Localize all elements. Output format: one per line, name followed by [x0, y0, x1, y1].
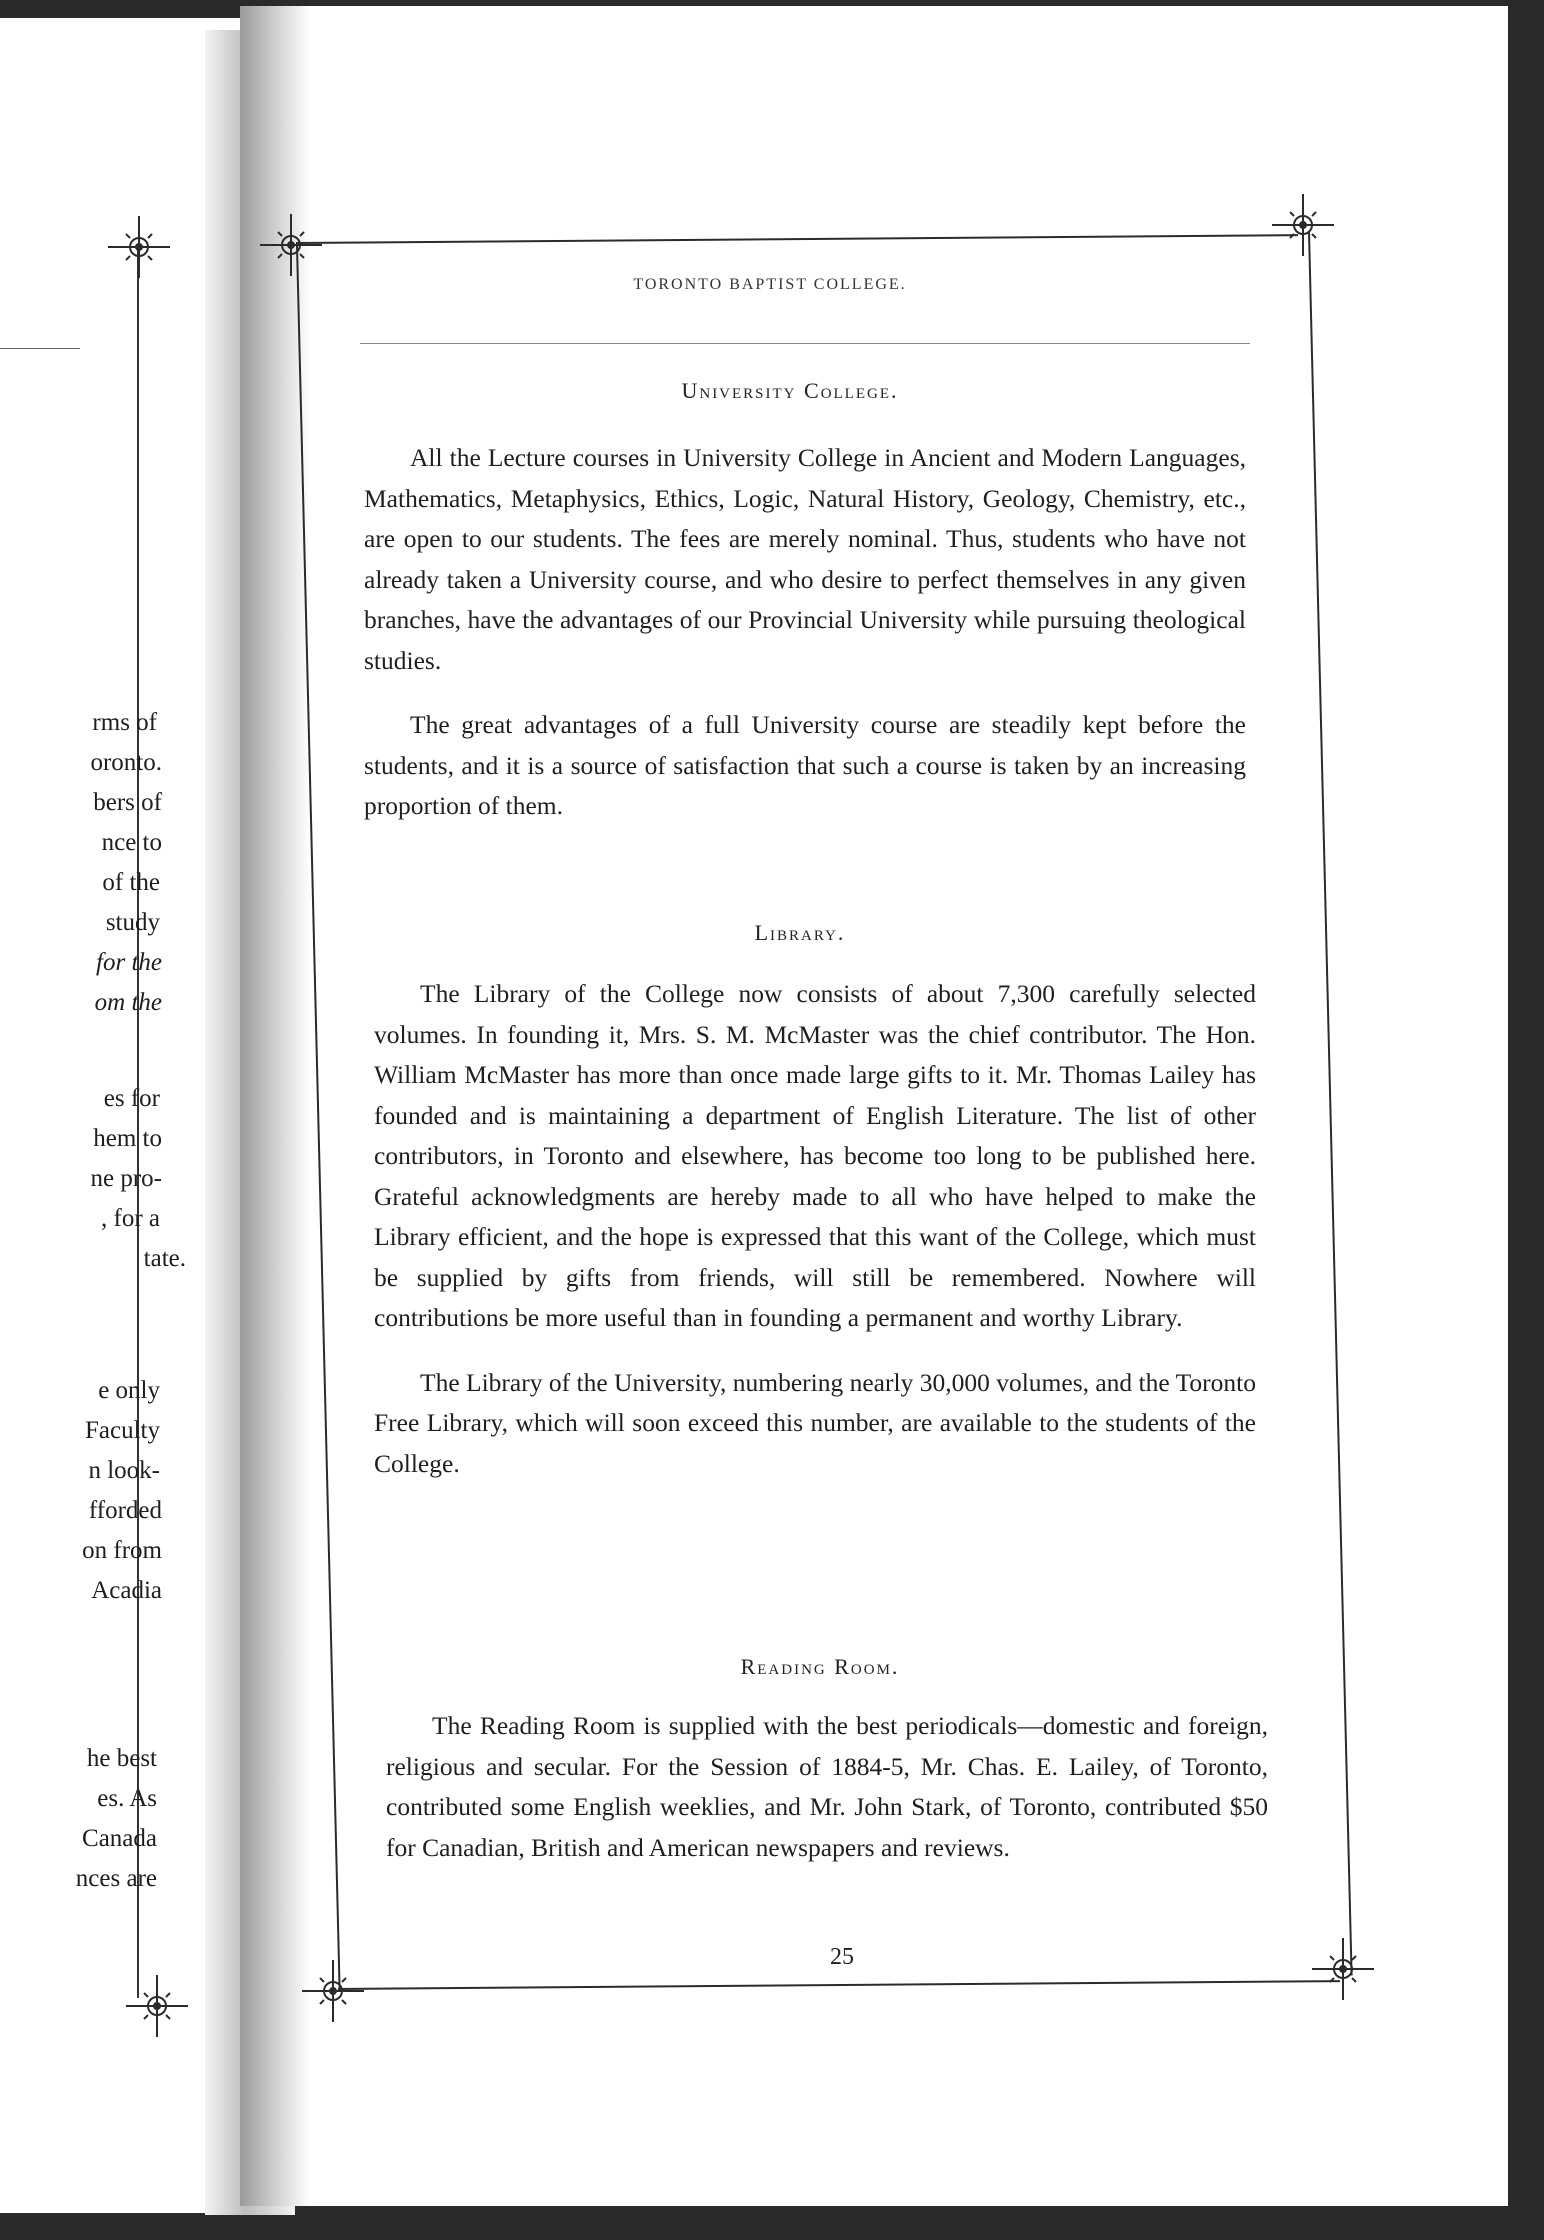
facing-page-line: rms of [92, 709, 157, 736]
facing-page-line: nces are [75, 1865, 157, 1892]
facing-page-line: for the [96, 949, 162, 976]
ornament-icon [106, 214, 172, 280]
frame-bottom [338, 1980, 1340, 1990]
running-head: TORONTO BAPTIST COLLEGE. [633, 276, 907, 293]
paragraph: The Library of the University, numbering nearly 30,000 volumes, and the Toronto Free Library, which will soon exceed this number, are available to the students of the College. [374, 1367, 1256, 1478]
header-rule [360, 343, 1250, 344]
ornament-icon [258, 212, 324, 278]
facing-page-line: e only [98, 1377, 160, 1404]
facing-page-line: n look- [88, 1457, 160, 1484]
frame-right [1308, 232, 1353, 1976]
ornament-icon [300, 1958, 366, 2024]
paragraph: The Library of the College now consists of about 7,300 carefully selected volumes. In founding it, Mrs. S. M. McMaster was the chief contributor. The Hon. William McMaster has more than once made large gifts to it. Mr. Thomas Lailey has founded and is maintaining a department of English Literature. The list of other contributors, in Toronto and elsewhere, has become too long to be published here. Grateful acknowledgments are hereby made to all who have helped to make the Library efficient, and the hope is expressed that this want of the College, which must be supplied by gifts from friends, will still be remembered. Nowhere will contributions be more useful than in founding a permanent and worthy Library. [374, 979, 1256, 1332]
facing-page-line: , for a [101, 1205, 160, 1232]
section-body [364, 438, 1246, 827]
paragraph: All the Lecture courses in University College in Ancient and Modern Languages, Mathematics, Metaphysics, Ethics, Logic, Natural History, Geology, Chemistry, etc., are open to our students. The fees are merely nominal. Thus, students who have not already taken a University course, and who desire to perfect themselves in any given branches, have the advantages of our Provincial University while pursuing theological studies. [364, 443, 1246, 675]
facing-page-line: Faculty [85, 1417, 160, 1444]
facing-page-line: Canada [82, 1825, 157, 1852]
facing-page-line: study [105, 909, 160, 936]
paragraph: The great advantages of a full University course are steadily kept before the students, and it is a source of satisfaction that such a course is taken by an increasing proportion of them. [364, 710, 1246, 820]
facing-page-line: es for [103, 1085, 160, 1112]
ornament-icon [1310, 1936, 1376, 2002]
facing-page-line: om the [94, 989, 162, 1016]
facing-page-line: Acadia [91, 1577, 162, 1604]
page-number: 25 [830, 1944, 854, 1970]
facing-page-border [137, 248, 139, 1998]
facing-page-rule [0, 348, 80, 349]
paragraph: The Reading Room is supplied with the best periodicals—domestic and foreign, religious and secular. For the Session of 1884-5, Mr. Chas. E. Lailey, of Toronto, contributed some English weeklies, and Mr. John Stark, of Toronto, contributed $50 for Canadian, British and American newspapers and reviews. [386, 1711, 1268, 1862]
ornament-icon [124, 1973, 190, 2039]
facing-page-line: oronto. [90, 749, 162, 776]
facing-page-line: nce to [101, 829, 162, 856]
main-page [240, 6, 1508, 2206]
facing-page-line: hem to [93, 1125, 162, 1152]
section-title: University College. [681, 378, 899, 403]
frame-top [296, 234, 1298, 244]
section-title: Library. [754, 920, 846, 945]
facing-page-line: ne pro- [90, 1165, 162, 1192]
facing-page-line: on from [82, 1537, 162, 1564]
facing-page-line: es. As [97, 1785, 157, 1812]
facing-page-line: tate. [143, 1245, 186, 1272]
ornament-icon [1270, 192, 1336, 258]
section-body [374, 974, 1256, 1484]
facing-page-line: bers of [93, 789, 162, 816]
section-body [386, 1706, 1268, 1868]
facing-page-line: fforded [88, 1497, 162, 1524]
facing-page-line: he best [86, 1745, 157, 1772]
section-title: Reading Room. [740, 1654, 900, 1679]
facing-page-line: of the [102, 869, 160, 896]
